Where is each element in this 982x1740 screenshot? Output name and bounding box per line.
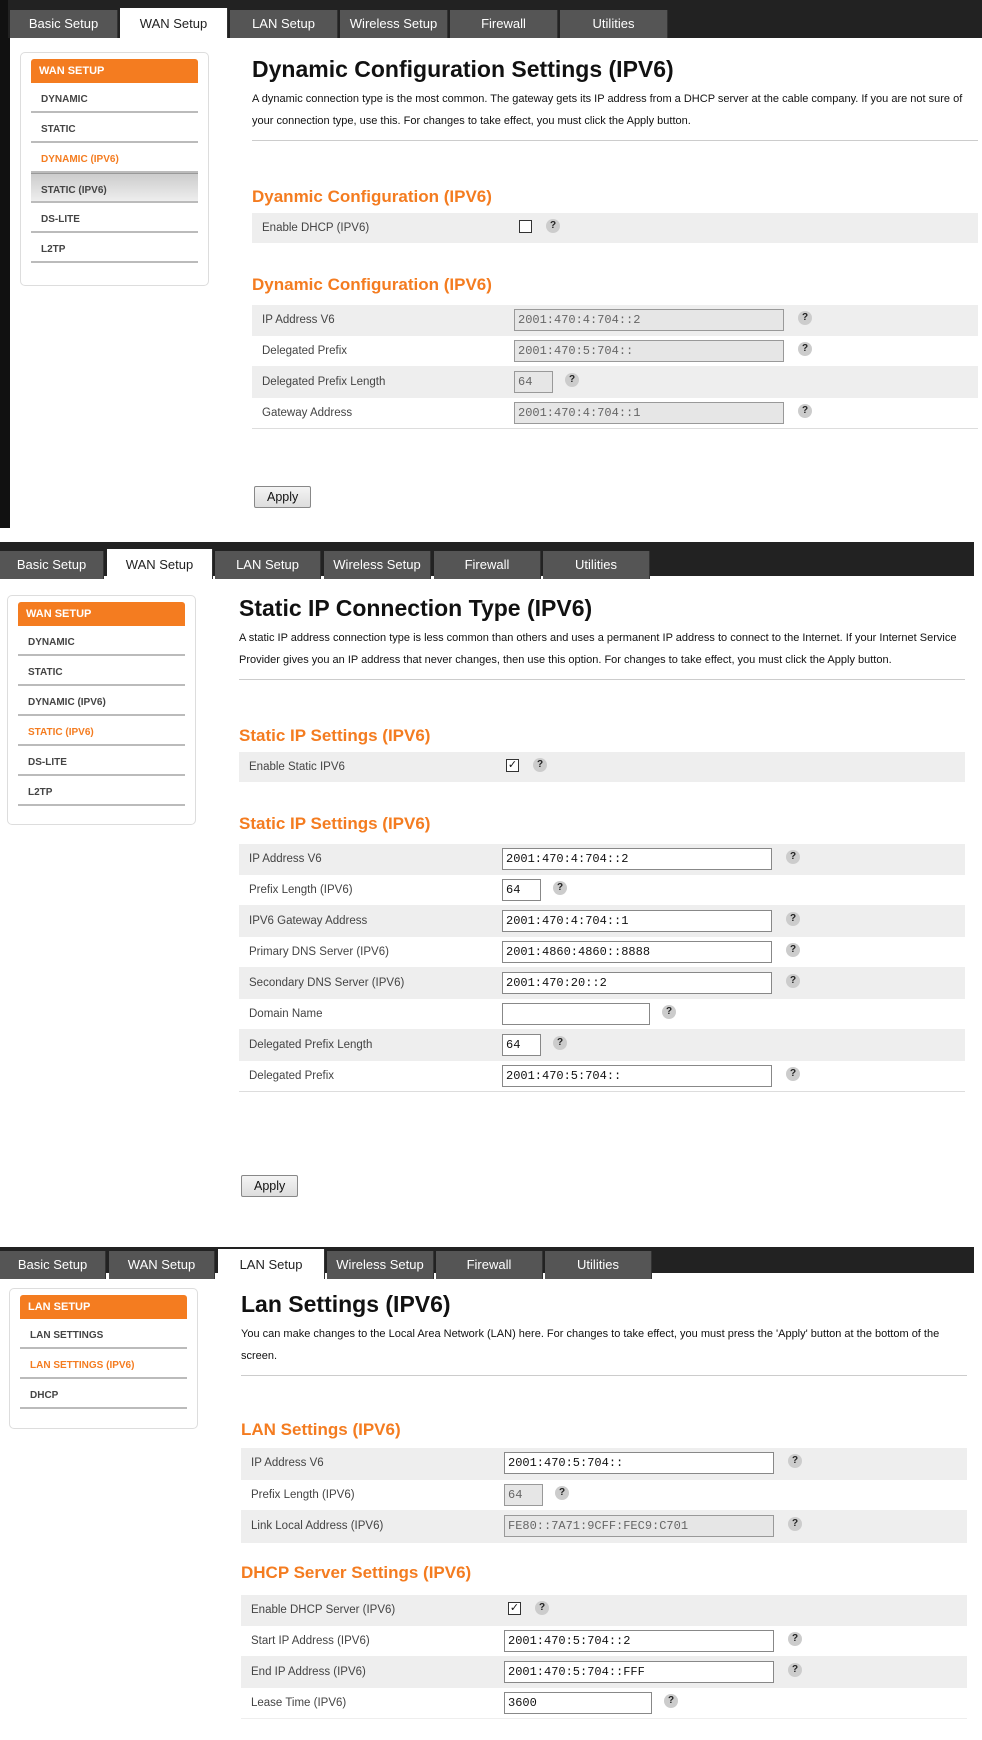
sidebar-item-ds-lite[interactable]: DS-LITE: [31, 203, 198, 233]
tab-wan-setup[interactable]: WAN Setup: [120, 8, 228, 38]
field-label: Secondary DNS Server (IPV6): [249, 977, 405, 989]
enable-dhcp-server-row: [241, 1595, 967, 1626]
field-label: Delegated Prefix Length: [249, 1039, 373, 1051]
sidebar-item-dynamic[interactable]: DYNAMIC: [31, 83, 198, 113]
start-ip-row: [241, 1626, 967, 1657]
tab-basic-setup[interactable]: Basic Setup: [0, 551, 104, 579]
tab-wireless-setup[interactable]: Wireless Setup: [340, 10, 448, 38]
gateway-address-field[interactable]: [514, 402, 784, 424]
help-icon[interactable]: ?: [664, 1694, 678, 1708]
link-local-address-field[interactable]: [504, 1515, 774, 1537]
domain-name-field[interactable]: [502, 1003, 650, 1025]
ip-address-row: [252, 305, 978, 336]
sidebar-header: LAN SETUP: [20, 1295, 187, 1319]
page-title: Dynamic Configuration Settings (IPV6): [252, 56, 674, 82]
help-icon[interactable]: ?: [786, 912, 800, 926]
delegated-prefix-row: [239, 1061, 965, 1092]
sidebar-item-lan-settings-ipv6[interactable]: LAN SETTINGS (IPV6): [20, 1349, 187, 1379]
help-icon[interactable]: ?: [546, 219, 560, 233]
help-icon[interactable]: ?: [786, 1067, 800, 1081]
page-description: A dynamic connection type is the most common. The gateway gets its IP address from a DHCP server at the cable company. If you are not sure of your connection type, use this. For changes to take effect, you must click the Apply button.: [252, 93, 963, 127]
tab-wan-setup[interactable]: WAN Setup: [109, 1251, 215, 1279]
lease-time-field[interactable]: [504, 1692, 652, 1714]
ip-address-v6-field[interactable]: [514, 309, 784, 331]
help-icon[interactable]: ?: [798, 404, 812, 418]
main-content: [252, 52, 978, 429]
tab-firewall[interactable]: Firewall: [434, 551, 541, 579]
sidebar-item-ds-lite[interactable]: DS-LITE: [18, 746, 185, 776]
tab-utilities[interactable]: Utilities: [545, 1251, 652, 1279]
main-content: [241, 1287, 967, 1719]
field-label: Delegated Prefix: [249, 1070, 335, 1082]
delegated-prefix-length-field[interactable]: [514, 371, 553, 393]
prefix-length-field[interactable]: [502, 879, 541, 901]
page-description: You can make changes to the Local Area Network (LAN) here. For changes to take effect, you must press the 'Apply' button at the bottom of the screen.: [241, 1328, 940, 1362]
sidebar-header: WAN SETUP: [31, 59, 198, 83]
lan-ipv6-screen: [0, 1247, 982, 1740]
help-icon[interactable]: ?: [533, 758, 547, 772]
tab-lan-setup[interactable]: LAN Setup: [218, 1249, 325, 1279]
gateway-address-field[interactable]: [502, 910, 772, 932]
field-label: IP Address V6: [262, 314, 335, 326]
tab-lan-setup[interactable]: LAN Setup: [230, 10, 338, 38]
tab-wireless-setup[interactable]: Wireless Setup: [324, 551, 431, 579]
enable-dhcp-server-checkbox[interactable]: ✓: [509, 1602, 520, 1614]
help-icon[interactable]: ?: [786, 943, 800, 957]
field-label: Link Local Address (IPV6): [251, 1520, 384, 1532]
gateway-address-row: [252, 398, 978, 429]
end-ip-field[interactable]: [504, 1661, 774, 1683]
field-label: Prefix Length (IPV6): [251, 1489, 355, 1501]
section-title-dynamic: Dynamic Configuration (IPV6): [252, 275, 492, 294]
section-title-lan: LAN Settings (IPV6): [241, 1420, 401, 1439]
apply-button[interactable]: Apply: [241, 1175, 298, 1197]
apply-button[interactable]: Apply: [254, 486, 311, 508]
tab-wireless-setup[interactable]: Wireless Setup: [327, 1251, 434, 1279]
help-icon[interactable]: ?: [555, 1486, 569, 1500]
help-icon[interactable]: ?: [662, 1005, 676, 1019]
tab-firewall[interactable]: Firewall: [450, 10, 558, 38]
sidebar-item-static[interactable]: STATIC: [31, 113, 198, 143]
sidebar-item-static-ipv6[interactable]: STATIC (IPV6): [31, 173, 198, 203]
enable-dhcp-row: [252, 213, 978, 243]
ip-address-row: [239, 844, 965, 875]
field-label: Delegated Prefix: [262, 345, 348, 357]
prefix-length-row: [241, 1480, 967, 1511]
tab-lan-setup[interactable]: LAN Setup: [215, 551, 321, 579]
field-label: Gateway Address: [262, 407, 353, 419]
help-icon[interactable]: ?: [786, 974, 800, 988]
window-edge: [0, 0, 10, 528]
help-icon[interactable]: ?: [798, 311, 812, 325]
help-icon[interactable]: ?: [553, 881, 567, 895]
end-ip-row: [241, 1657, 967, 1688]
page-description: A static IP address connection type is less common than others and uses a permanent IP address to connect to the Internet. If your Internet Service Provider gives you an IP address that never changes, then use this option. For changes to take effect, you must click the Apply button.: [239, 632, 957, 666]
static-ipv6-screen: [0, 547, 982, 1250]
field-label: Enable DHCP (IPV6): [262, 222, 370, 234]
help-icon[interactable]: ?: [535, 1601, 549, 1615]
help-icon[interactable]: ?: [565, 373, 579, 387]
primary-dns-field[interactable]: [502, 941, 772, 963]
sidebar-item-l2tp[interactable]: L2TP: [18, 776, 185, 806]
enable-static-checkbox[interactable]: ✓: [507, 759, 518, 771]
field-label: End IP Address (IPV6): [251, 1666, 366, 1678]
field-label: Prefix Length (IPV6): [249, 884, 353, 896]
delegated-prefix-field[interactable]: [514, 340, 784, 362]
enable-static-row: [239, 752, 965, 782]
sidebar-item-static-ipv6[interactable]: STATIC (IPV6): [18, 716, 185, 746]
sidebar-item-lan-settings[interactable]: LAN SETTINGS: [20, 1319, 187, 1349]
tab-basic-setup[interactable]: Basic Setup: [0, 1251, 106, 1279]
link-local-row: [241, 1511, 967, 1543]
help-icon[interactable]: ?: [786, 850, 800, 864]
secondary-dns-row: [239, 968, 965, 999]
tab-basic-setup[interactable]: Basic Setup: [10, 10, 118, 38]
help-icon[interactable]: ?: [788, 1517, 802, 1531]
sidebar-item-static[interactable]: STATIC: [18, 656, 185, 686]
sidebar-item-dynamic[interactable]: DYNAMIC: [18, 626, 185, 656]
prefix-length-row: [239, 875, 965, 906]
section-title-dhcp: Dyanmic Configuration (IPV6): [252, 187, 492, 206]
delegated-prefix-length-row: [252, 367, 978, 398]
divider: [252, 140, 978, 141]
help-icon[interactable]: ?: [788, 1454, 802, 1468]
dynamic-ipv6-screen: [0, 0, 982, 528]
sidebar-header: WAN SETUP: [18, 602, 185, 626]
main-content: [239, 591, 965, 1092]
sidebar-item-dynamic-ipv6[interactable]: DYNAMIC (IPV6): [18, 686, 185, 716]
lan-sidebar: [9, 1288, 198, 1429]
help-icon[interactable]: ?: [788, 1663, 802, 1677]
field-label: Primary DNS Server (IPV6): [249, 946, 389, 958]
ip-address-v6-field[interactable]: [502, 848, 772, 870]
tab-utilities[interactable]: Utilities: [560, 10, 668, 38]
tab-firewall[interactable]: Firewall: [436, 1251, 543, 1279]
section-title-enable: Static IP Settings (IPV6): [239, 726, 431, 745]
section-title-static: Static IP Settings (IPV6): [239, 814, 431, 833]
delegated-prefix-row: [252, 336, 978, 367]
help-icon[interactable]: ?: [798, 342, 812, 356]
delegated-prefix-field[interactable]: [502, 1065, 772, 1087]
tab-utilities[interactable]: Utilities: [543, 551, 650, 579]
page-title: Static IP Connection Type (IPV6): [239, 595, 593, 621]
field-label: Domain Name: [249, 1008, 323, 1020]
field-label: Start IP Address (IPV6): [251, 1635, 370, 1647]
delegated-prefix-length-field[interactable]: [502, 1034, 541, 1056]
ip-address-v6-field[interactable]: [504, 1452, 774, 1474]
wan-sidebar: [7, 595, 196, 825]
section-title-dhcp-server: DHCP Server Settings (IPV6): [241, 1563, 472, 1582]
field-label: IP Address V6: [251, 1457, 324, 1469]
prefix-length-field[interactable]: [504, 1484, 543, 1506]
help-icon[interactable]: ?: [553, 1036, 567, 1050]
field-label: IP Address V6: [249, 853, 322, 865]
delegated-prefix-length-row: [239, 1030, 965, 1061]
secondary-dns-field[interactable]: [502, 972, 772, 994]
primary-dns-row: [239, 937, 965, 968]
tab-wan-setup[interactable]: WAN Setup: [107, 549, 213, 579]
sidebar-item-l2tp[interactable]: L2TP: [31, 233, 198, 263]
divider: [241, 1375, 967, 1376]
wan-sidebar: [20, 52, 209, 286]
domain-name-row: [239, 999, 965, 1030]
field-label: Enable Static IPV6: [249, 761, 345, 773]
ip-address-row: [241, 1448, 967, 1480]
start-ip-field[interactable]: [504, 1630, 774, 1652]
divider: [239, 679, 965, 680]
field-label: IPV6 Gateway Address: [249, 915, 368, 927]
lease-time-row: [241, 1688, 967, 1719]
sidebar-item-dhcp[interactable]: DHCP: [20, 1379, 187, 1409]
field-label: Lease Time (IPV6): [251, 1697, 347, 1709]
gateway-address-row: [239, 906, 965, 937]
sidebar-item-dynamic-ipv6[interactable]: DYNAMIC (IPV6): [31, 143, 198, 173]
field-label: Delegated Prefix Length: [262, 376, 386, 388]
page-title: Lan Settings (IPV6): [241, 1291, 451, 1317]
help-icon[interactable]: ?: [788, 1632, 802, 1646]
enable-dhcp-checkbox[interactable]: [519, 220, 532, 233]
field-label: Enable DHCP Server (IPV6): [251, 1604, 396, 1616]
